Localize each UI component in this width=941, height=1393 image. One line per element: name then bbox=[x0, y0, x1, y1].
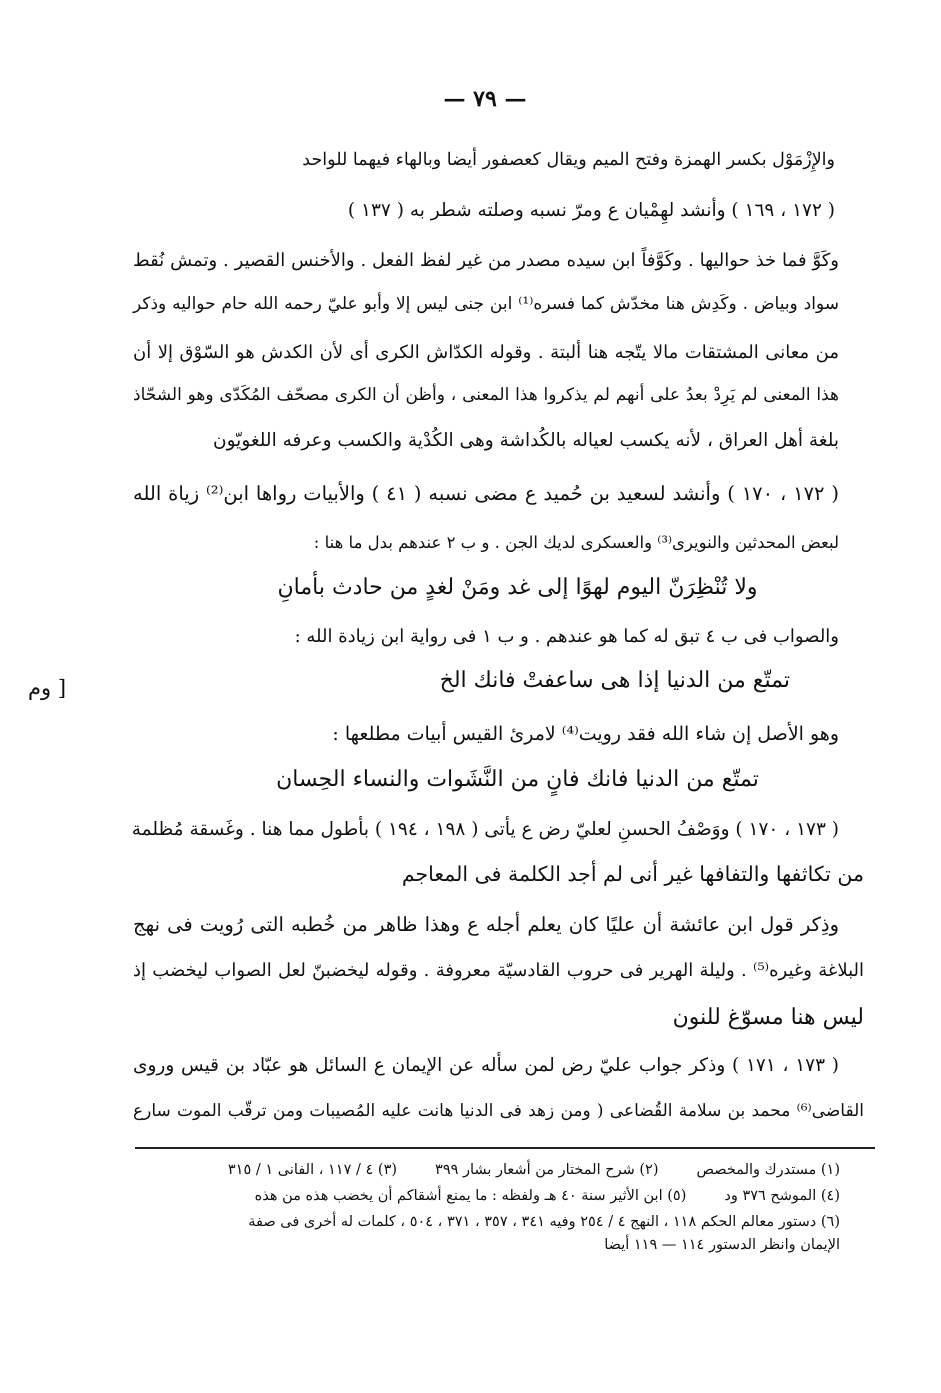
text-line: والصواب فى ب ٤ تبق له كما هو عندهم . و ب ١ فى رواية ابن زيادة الله : bbox=[294, 626, 839, 647]
footnote-row bbox=[140, 1186, 840, 1206]
text-line: وهو الأصل إن شاء الله فقد رويت⁽⁴⁾ لامرئ القيس أبيات مطلعها : bbox=[332, 723, 839, 745]
text-line: ( ١٧٣ ، ١٧٠ ) ووَصْفُ الحسنِ لعليّ رض ع يأتى ( ١٩٨ ، ١٩٤ ) بأطول مما هنا . وغَسقة مُظلمة bbox=[131, 819, 839, 840]
text-line: هذا المعنى لم يَرِدْ بعدُ على أنهم لم يذكروا هذا المعنى ، وأظن أن الكرى مصحّف المُكَدّى وهو الشحّاذ bbox=[133, 385, 839, 405]
footnote-2: (٢) شرح المختار من أشعار بشار ٣٩٩ bbox=[435, 1162, 659, 1178]
text-line: ( ١٧٣ ، ١٧١ ) وذكر جواب عليّ رض لمن سأله عن الإيمان ع السائل هو عبّاد بن قيس وروى bbox=[133, 1055, 839, 1076]
text-line: ( ١٧٢ ، ١٧٠ ) وأنشد لسعيد بن حُميد ع مضى نسبه ( ٤١ ) والأبيات رواها ابن⁽²⁾ زياة الله bbox=[133, 482, 839, 505]
text-line: من معانى المشتقات مالا يتّجه هنا ألبتة . وقوله الكدّاش الكرى أى لأن الكدش هو السّوْق إلا أن bbox=[133, 342, 839, 363]
verse-line: تمتّع من الدنيا إذا هى ساعفتْ فانك الخ bbox=[439, 668, 790, 693]
text-line: البلاغة وغيره⁽⁵⁾ . وليلة الهرير فى حروب القادسيّة معروفة . وقوله ليخضبنّ لعل الصواب ليخضب إذ bbox=[133, 960, 864, 981]
text-line: لبعض المحدثين والنويرى⁽³⁾ والعسكرى لديك الجن . و ب ٢ عندهم بدل ما هنا : bbox=[313, 533, 839, 552]
text-line: سواد وبياض . وكَدِش هنا مخدّش كما فسره⁽¹⁾ ابن جنى ليس إلا وأبو عليّ رحمه الله حام حواليه وذكر bbox=[133, 294, 839, 314]
footnote-1: (١) مستدرك والمخصص bbox=[696, 1162, 840, 1178]
text-line: القاضى⁽⁶⁾ محمد بن سلامة القُضاعى ( ومن زهد فى الدنيا هانت عليه المُصيبات ومن ترقّب الموت سارع bbox=[133, 1101, 864, 1121]
footnote-6-continued: الإيمان وانظر الدستور ١١٤ — ١١٩ أيضا bbox=[604, 1237, 840, 1253]
verse-line: تمتّع من الدنيا فانك فانٍ من النَّشَوات والنساء الحِسان bbox=[276, 767, 759, 792]
footnote-rule bbox=[135, 1147, 875, 1149]
text-line: وكَوَّ فما خذ حواليها . وكَوَّفاً ابن سيده مصدر من غير لفظ الفعل . والأخنس القصير . وتمش نُقط bbox=[133, 250, 839, 271]
text-line: بلغة أهل العراق ، لأنه يكسب لعياله بالكُداشة وهى الكُدْية والكسب وعرفه اللغويّون bbox=[213, 430, 839, 451]
page-number: — ٧٩ — bbox=[443, 86, 527, 112]
footnote-3: (٣) ٤ / ١١٧ ، الفانى ١ / ٣١٥ bbox=[227, 1162, 398, 1178]
footnote-5: (٥) ابن الأثير سنة ٤٠ هـ ولفظه : ما يمنع أشقاكم أن يخضب هذه من هذه bbox=[254, 1188, 687, 1204]
verse-line: ولا تُنْظِرَنّ اليوم لهوًا إلى غد ومَنْ لغدٍ من حادث بأمانِ bbox=[277, 575, 758, 600]
margin-note: [ وم bbox=[28, 676, 67, 700]
text-line: ليس هنا مسوّغ للنون bbox=[672, 1005, 864, 1030]
text-line: من تكاثفها والتفافها غير أنى لم أجد الكلمة فى المعاجم bbox=[401, 862, 864, 886]
footnote-6: (٦) دستور معالم الحكم ١١٨ ، النهج ٤ / ٢٥٤ وفيه ٣٤١ ، ٣٥٧ ، ٣٧١ ، ٥٠٤ ، كلمات له أخرى فى صفة bbox=[248, 1214, 840, 1230]
text-line: وذِكر قول ابن عائشة أن عليًا كان يعلم أجله ع وهذا ظاهر من خُطبه التى رُويت فى نهج bbox=[133, 913, 839, 936]
text-line: والإِزْمَوْل بكسر الهمزة وفتح الميم ويقال كعصفور أيضا وبالهاء فيهما للواحد bbox=[302, 150, 835, 170]
footnote-row bbox=[140, 1160, 840, 1180]
footnote-4: (٤) الموشح ٣٧٦ ود bbox=[724, 1188, 840, 1204]
text-line: ( ١٧٢ ، ١٦٩ ) وأنشد لهِمْيان ع ومرّ نسبه وصلته شطر به ( ١٣٧ ) bbox=[347, 200, 835, 221]
